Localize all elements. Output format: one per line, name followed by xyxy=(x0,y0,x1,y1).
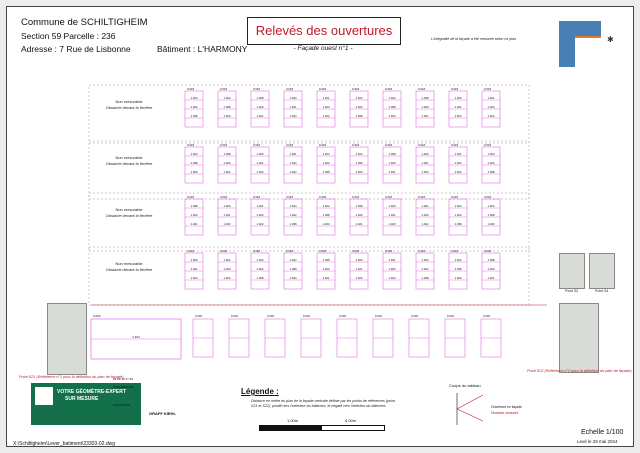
mini-legend-item2: Distance mesurée xyxy=(491,411,519,415)
window-measure-label: 1.402 xyxy=(487,204,495,208)
window-measure-label: 1.403 xyxy=(289,204,297,208)
window-measure-label: 1.402 xyxy=(454,258,462,262)
ground-window-label: 0.002 xyxy=(339,314,346,318)
window-measure-label: 1.401 xyxy=(388,258,396,262)
brand-name: GRAFF KIEHL xyxy=(149,411,176,416)
window-measure-label: 1.400 xyxy=(388,204,396,208)
window-width-label: 0.018 xyxy=(253,87,260,91)
scale-title: Echelle 1/100 xyxy=(581,429,624,436)
section-label: Section 59 Parcelle : 236 xyxy=(21,31,116,41)
window-width-label: 0.018 xyxy=(418,195,425,199)
window-measure-label: 1.400 xyxy=(388,114,396,118)
window-width-label: 0.018 xyxy=(418,87,425,91)
window-measure-label: 1.401 xyxy=(487,276,495,280)
drawing-sheet xyxy=(6,6,634,447)
window-measure-label: 1.403 xyxy=(256,213,264,217)
window-measure-label: 1.403 xyxy=(256,170,264,174)
window-measure-label: 1.398 xyxy=(355,204,363,208)
window-measure-label: 1.400 xyxy=(355,258,363,262)
window-measure-label: 1.401 xyxy=(223,170,231,174)
window-measure-label: 1.398 xyxy=(454,222,462,226)
window-measure-label: 1.403 xyxy=(388,267,396,271)
mini-legend-header: Coupe du tableau xyxy=(449,383,481,388)
row-note-line2: Obstacle devant la fenêtre xyxy=(105,161,153,166)
window-measure-label: 1.401 xyxy=(322,276,330,280)
window-width-label: 0.018 xyxy=(253,143,260,147)
ground-window-label: 0.002 xyxy=(375,314,382,318)
window-measure-label: 1.400 xyxy=(289,96,297,100)
window-measure-label: 1.398 xyxy=(256,96,264,100)
ground-window-label: 0.002 xyxy=(231,314,238,318)
scale-right-label: 0.00m xyxy=(345,418,357,423)
photo-s2 xyxy=(559,253,585,289)
window-measure-label: 1.398 xyxy=(289,222,297,226)
window-measure-label: 1.403 xyxy=(289,114,297,118)
plan-note: L'intégralité de la façade a été mesurée selon ce plan xyxy=(431,37,516,41)
window-measure-label: 1.401 xyxy=(487,96,495,100)
window-measure-label: 1.401 xyxy=(355,222,363,226)
window-measure-label: 1.400 xyxy=(256,105,264,109)
window-measure-label: 1.402 xyxy=(487,161,495,165)
window-measure-label: 1.401 xyxy=(223,213,231,217)
window-width-label: 0.018 xyxy=(451,87,458,91)
mini-legend-diagram xyxy=(453,389,503,429)
window-measure-label: 1.398 xyxy=(322,258,330,262)
window-measure-label: 1.401 xyxy=(421,204,429,208)
window-width-label: 0.018 xyxy=(187,249,194,253)
reference-left: Point S21 (Référence n°1 pour la définition du plan de façade) xyxy=(19,375,124,379)
window-measure-label: 1.398 xyxy=(487,213,495,217)
window-measure-label: 1.402 xyxy=(289,213,297,217)
window-measure-label: 1.403 xyxy=(355,96,363,100)
window-measure-label: 1.402 xyxy=(322,204,330,208)
window-width-label: 0.018 xyxy=(220,87,227,91)
window-measure-label: 1.403 xyxy=(421,213,429,217)
window-measure-label: 1.402 xyxy=(322,114,330,118)
floor-outline xyxy=(89,193,529,251)
ground-left-width: 0.000 xyxy=(93,314,101,318)
window-measure-label: 1.401 xyxy=(256,161,264,165)
window-measure-label: 1.401 xyxy=(256,204,264,208)
window-width-label: 0.018 xyxy=(286,195,293,199)
floor-outline xyxy=(89,85,529,143)
window-width-label: 0.018 xyxy=(253,249,260,253)
window-measure-label: 1.402 xyxy=(322,161,330,165)
mini-legend-item1: Ouverture en façade xyxy=(491,405,522,409)
window-measure-label: 1.401 xyxy=(190,222,198,226)
window-measure-label: 1.400 xyxy=(223,204,231,208)
window-measure-label: 1.401 xyxy=(256,114,264,118)
ground-mid-label: 1.404 xyxy=(132,335,140,339)
window-measure-label: 1.400 xyxy=(223,161,231,165)
window-measure-label: 1.398 xyxy=(190,204,198,208)
window-width-label: 0.018 xyxy=(319,249,326,253)
window-width-label: 0.018 xyxy=(451,249,458,253)
logo-line1: VOTRE GÉOMÈTRE-EXPERT xyxy=(57,389,126,395)
page-subtitle: - Façade ouest n°1 - xyxy=(293,45,353,52)
ground-window-label: 0.002 xyxy=(267,314,274,318)
scale-left-label: 1.00m xyxy=(287,418,299,423)
row-note-line1: Non mesurable xyxy=(115,99,143,104)
row-note-line2: Obstacle devant la fenêtre xyxy=(105,105,153,110)
window-width-label: 0.018 xyxy=(187,143,194,147)
window-measure-label: 1.402 xyxy=(256,222,264,226)
ground-window-label: 0.002 xyxy=(447,314,454,318)
ground-window-label: 0.002 xyxy=(303,314,310,318)
window-width-label: 0.018 xyxy=(484,143,491,147)
window-measure-label: 1.403 xyxy=(322,105,330,109)
window-width-label: 0.018 xyxy=(220,249,227,253)
window-measure-label: 1.403 xyxy=(454,161,462,165)
window-measure-label: 1.403 xyxy=(388,222,396,226)
window-measure-label: 1.403 xyxy=(223,222,231,226)
window-width-label: 0.018 xyxy=(187,87,194,91)
window-measure-label: 1.398 xyxy=(454,267,462,271)
window-measure-label: 1.403 xyxy=(322,152,330,156)
window-measure-label: 1.402 xyxy=(487,114,495,118)
window-width-label: 0.018 xyxy=(319,143,326,147)
legend-title: Légende : xyxy=(241,387,279,396)
window-width-label: 0.018 xyxy=(286,143,293,147)
window-measure-label: 1.398 xyxy=(190,114,198,118)
window-measure-label: 1.401 xyxy=(322,96,330,100)
window-measure-label: 1.402 xyxy=(355,152,363,156)
window-measure-label: 1.398 xyxy=(322,213,330,217)
window-measure-label: 1.403 xyxy=(190,276,198,280)
window-measure-label: 1.400 xyxy=(355,213,363,217)
row-note-line2: Obstacle devant la fenêtre xyxy=(105,267,153,272)
window-measure-label: 1.400 xyxy=(355,170,363,174)
window-measure-label: 1.400 xyxy=(289,276,297,280)
commune-label: Commune de SCHILTIGHEIM xyxy=(21,17,148,28)
window-width-label: 0.018 xyxy=(385,87,392,91)
photo-s21 xyxy=(47,303,87,375)
window-measure-label: 1.401 xyxy=(223,258,231,262)
window-width-label: 0.018 xyxy=(451,143,458,147)
row-note-line1: Non mesurable xyxy=(115,207,143,212)
window-measure-label: 1.398 xyxy=(421,96,429,100)
window-width-label: 0.018 xyxy=(484,87,491,91)
window-measure-label: 1.402 xyxy=(223,96,231,100)
contact-city2: HAGUENAU xyxy=(113,403,131,407)
window-width-label: 0.018 xyxy=(220,195,227,199)
window-measure-label: 1.402 xyxy=(388,276,396,280)
window-measure-label: 1.401 xyxy=(421,114,429,118)
window-measure-label: 1.402 xyxy=(454,170,462,174)
window-width-label: 0.018 xyxy=(220,143,227,147)
window-measure-label: 1.400 xyxy=(487,222,495,226)
qr-code-icon xyxy=(35,387,53,405)
window-width-label: 0.018 xyxy=(319,195,326,199)
window-measure-label: 1.402 xyxy=(223,276,231,280)
window-measure-label: 1.401 xyxy=(355,267,363,271)
window-measure-label: 1.398 xyxy=(289,267,297,271)
window-width-label: 0.018 xyxy=(187,195,194,199)
window-measure-label: 1.400 xyxy=(454,276,462,280)
window-width-label: 0.018 xyxy=(484,249,491,253)
window-measure-label: 1.398 xyxy=(355,114,363,118)
window-width-label: 0.018 xyxy=(253,195,260,199)
window-measure-label: 1.398 xyxy=(388,105,396,109)
window-measure-label: 1.398 xyxy=(487,170,495,174)
window-measure-label: 1.402 xyxy=(256,267,264,271)
floor-outline xyxy=(89,141,529,199)
window-measure-label: 1.398 xyxy=(223,152,231,156)
window-measure-label: 1.403 xyxy=(256,258,264,262)
window-measure-label: 1.401 xyxy=(289,152,297,156)
window-width-label: 0.018 xyxy=(451,195,458,199)
window-measure-label: 1.402 xyxy=(454,213,462,217)
window-width-label: 0.018 xyxy=(385,143,392,147)
window-measure-label: 1.398 xyxy=(388,152,396,156)
window-measure-label: 1.401 xyxy=(388,213,396,217)
window-measure-label: 1.398 xyxy=(256,276,264,280)
row-note-line1: Non mesurable xyxy=(115,261,143,266)
window-measure-label: 1.398 xyxy=(223,105,231,109)
north-arrow-icon: ✱ xyxy=(607,35,614,44)
window-measure-label: 1.400 xyxy=(190,170,198,174)
window-width-label: 0.018 xyxy=(385,195,392,199)
window-measure-label: 1.400 xyxy=(190,258,198,262)
window-measure-label: 1.402 xyxy=(388,96,396,100)
window-measure-label: 1.401 xyxy=(289,105,297,109)
window-measure-label: 1.402 xyxy=(289,170,297,174)
window-width-label: 0.018 xyxy=(352,143,359,147)
window-measure-label: 1.401 xyxy=(388,170,396,174)
window-measure-label: 1.400 xyxy=(388,161,396,165)
window-measure-label: 1.403 xyxy=(487,152,495,156)
window-width-label: 0.018 xyxy=(418,143,425,147)
window-width-label: 0.018 xyxy=(352,249,359,253)
survey-date: Levé le 29 mai 2024 xyxy=(577,439,618,444)
photo-s4 xyxy=(589,253,615,289)
window-measure-label: 1.402 xyxy=(421,267,429,271)
window-measure-label: 1.403 xyxy=(355,276,363,280)
window-measure-label: 1.401 xyxy=(454,152,462,156)
window-measure-label: 1.400 xyxy=(322,267,330,271)
window-measure-label: 1.400 xyxy=(421,105,429,109)
row-note-line2: Obstacle devant la fenêtre xyxy=(105,213,153,218)
photo-s22 xyxy=(559,303,599,373)
window-width-label: 0.018 xyxy=(352,87,359,91)
window-measure-label: 1.403 xyxy=(289,161,297,165)
photo-s2-caption: Point S2 xyxy=(565,289,579,293)
window-measure-label: 1.400 xyxy=(190,213,198,217)
window-width-label: 0.018 xyxy=(286,249,293,253)
page-title: Relevés des ouvertures xyxy=(255,23,393,38)
window-measure-label: 1.400 xyxy=(322,222,330,226)
reference-right: Point S22 (Référence n°2 pour la définition du plan de façade) xyxy=(527,369,632,373)
ground-window-label: 0.002 xyxy=(195,314,202,318)
window-width-label: 0.018 xyxy=(385,249,392,253)
window-measure-label: 1.400 xyxy=(454,96,462,100)
ground-window-label: 0.002 xyxy=(483,314,490,318)
window-measure-label: 1.402 xyxy=(421,222,429,226)
window-measure-label: 1.403 xyxy=(454,204,462,208)
window-measure-label: 1.400 xyxy=(421,152,429,156)
floor-outline xyxy=(89,247,529,305)
window-measure-label: 1.398 xyxy=(190,161,198,165)
address-label: Adresse : 7 Rue de Lisbonne xyxy=(21,44,131,54)
contact-city: STRASBOURG xyxy=(113,385,135,389)
window-measure-label: 1.402 xyxy=(190,152,198,156)
window-measure-label: 1.398 xyxy=(322,170,330,174)
facade-drawing xyxy=(7,7,634,447)
photo-s4-caption: Point S4 xyxy=(595,289,609,293)
window-measure-label: 1.403 xyxy=(487,105,495,109)
ground-window-label: 0.002 xyxy=(411,314,418,318)
legend-text: Distance en mètre du plan de la façade verticale définie par les points de références (point S21 et S22), positif vers l'extérieur du bâtiment, et négatif vers l'intérieur du bâtiment. xyxy=(251,399,395,408)
window-width-label: 0.018 xyxy=(319,87,326,91)
window-measure-label: 1.400 xyxy=(256,152,264,156)
window-measure-label: 1.401 xyxy=(421,161,429,165)
window-width-label: 0.018 xyxy=(352,195,359,199)
window-measure-label: 1.401 xyxy=(454,105,462,109)
window-measure-label: 1.403 xyxy=(223,267,231,271)
window-measure-label: 1.402 xyxy=(355,105,363,109)
window-measure-label: 1.398 xyxy=(355,161,363,165)
file-path: X:\Schiltigheim\Lever_batiment\23303-02.dwg xyxy=(13,441,116,447)
window-measure-label: 1.402 xyxy=(289,258,297,262)
contact-phone: 03 88 18 77 66 xyxy=(113,377,134,381)
window-measure-label: 1.400 xyxy=(223,114,231,118)
window-measure-label: 1.402 xyxy=(190,105,198,109)
window-width-label: 0.018 xyxy=(286,87,293,91)
window-width-label: 0.018 xyxy=(418,249,425,253)
row-note-line1: Non mesurable xyxy=(115,155,143,160)
window-measure-label: 1.401 xyxy=(190,267,198,271)
window-measure-label: 1.398 xyxy=(421,276,429,280)
window-measure-label: 1.403 xyxy=(421,170,429,174)
window-measure-label: 1.400 xyxy=(487,267,495,271)
window-measure-label: 1.403 xyxy=(190,96,198,100)
window-measure-label: 1.403 xyxy=(421,258,429,262)
scale-bar xyxy=(259,425,385,431)
window-measure-label: 1.398 xyxy=(487,258,495,262)
logo-line2: SUR MESURE xyxy=(65,396,99,402)
window-measure-label: 1.403 xyxy=(454,114,462,118)
building-label: Bâtiment : L'HARMONY xyxy=(157,44,248,54)
window-width-label: 0.018 xyxy=(484,195,491,199)
